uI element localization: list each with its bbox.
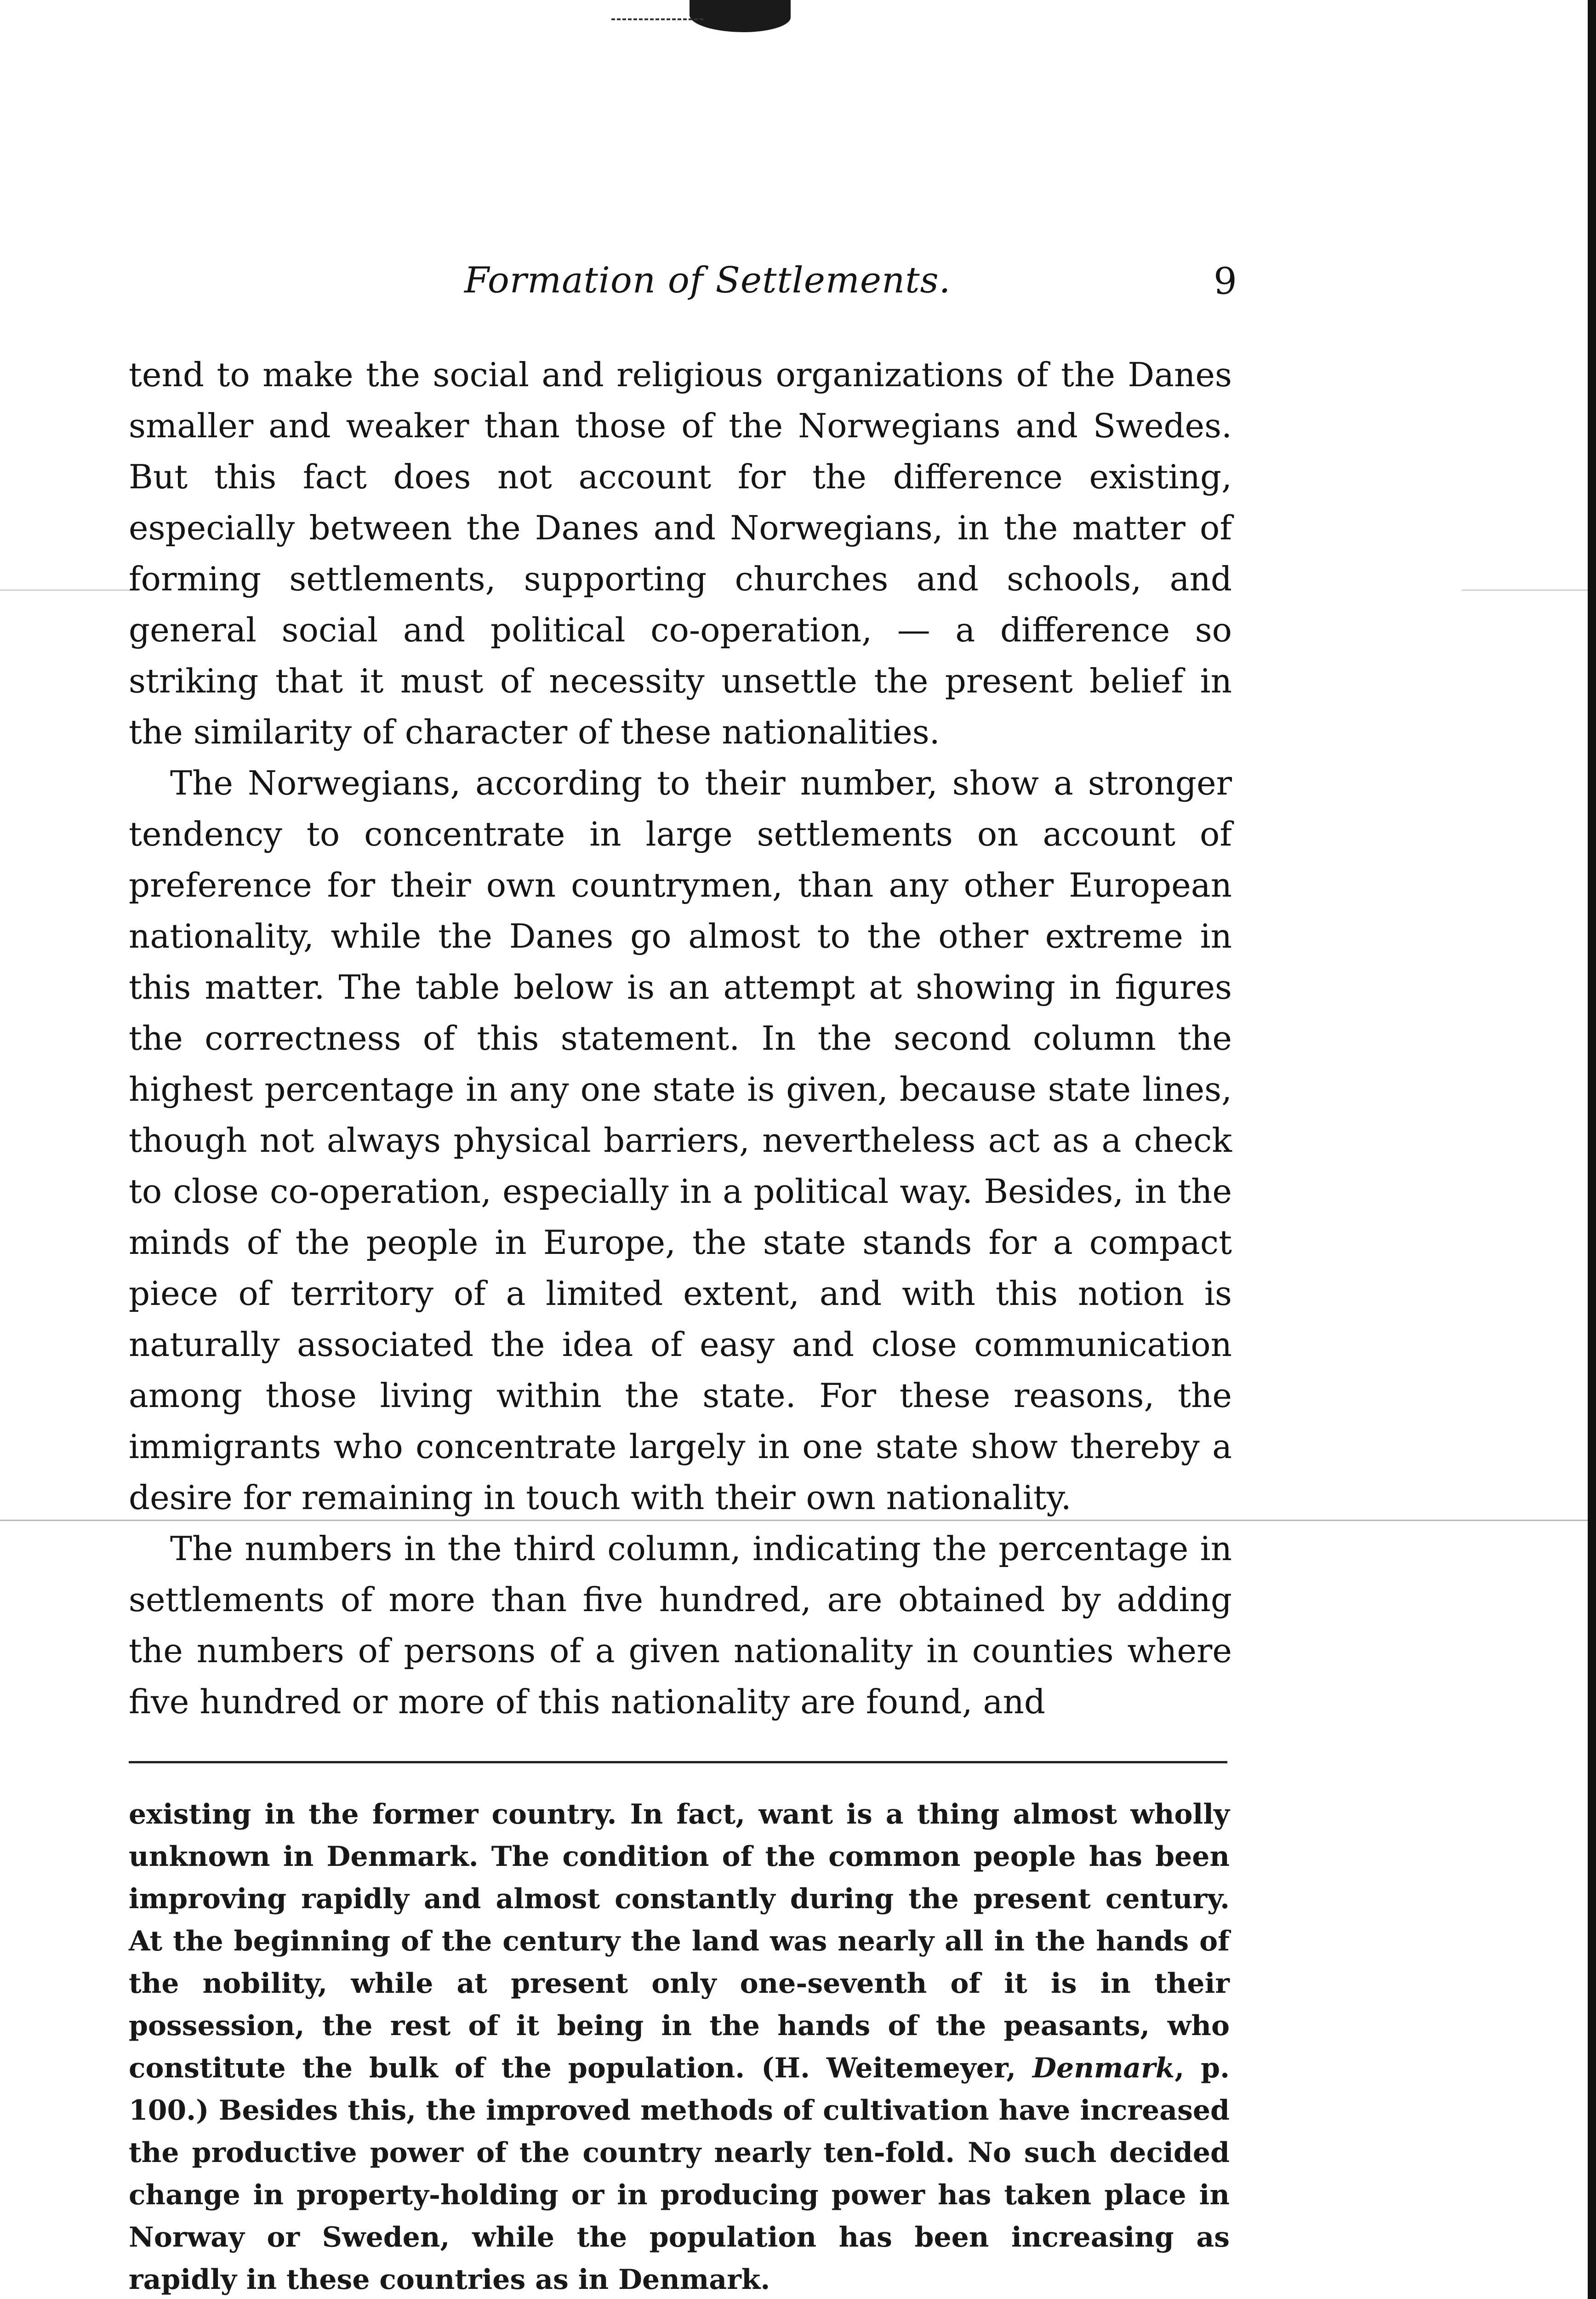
paragraph-3: The numbers in the third column, indicating the percentage in settlements of more than five hundred, are obtained by adding the numbers of persons of a given nationality in counties where five hundred or more of this nationality are found, and: [129, 1529, 1232, 1721]
scan-edge-line: [0, 589, 138, 591]
main-text: [129, 349, 1232, 1727]
running-title: Formation of Settlements.: [464, 260, 951, 301]
footnote-book-title: Denmark: [1032, 2052, 1175, 2084]
scan-ink-blot: [690, 0, 791, 32]
scan-right-border: [1588, 0, 1596, 2299]
page-number: 9: [1214, 260, 1237, 303]
scan-speckle: [611, 18, 703, 22]
paragraph-2: The Norwegians, according to their number, show a stronger tendency to concentrate in large settlements on account of preference for their own countrymen, than any other European nationality, while the Danes go almost to the other extreme in this matter. The table below is an attempt at showing in figures the correctness of this statement. In the second column the highest percentage in any one state is given, because state lines, though not always physical barriers, nevertheless act as a check to close co-operation, especially in a political way. Besides, in the minds of the people in Europe, the state stands for a compact piece of territory of a limited extent, and with this notion is naturally associated the idea of easy and close communication among those living within the state. For these reasons, the immigrants who concentrate largely in one state show thereby a desire for remaining in touch with their own nationality.: [129, 764, 1232, 1517]
footnote: [129, 1793, 1230, 2299]
footnote-text-start: existing in the former country. In fact, want is a thing almost wholly unknown in Denmark. The condition of the common people has been improving rapidly and almost constantly during the present century. At the beginning of the century the land was nearly all in the hands of the nobility, while at present only one-seventh of it is in their possession, the rest of it being in the hands of the peasants, who constitute the bulk of the population. (H. Weitemeyer,: [129, 1798, 1230, 2084]
footnote-separator: [129, 1761, 1227, 1763]
paragraph-1: tend to make the social and religious organizations of the Danes smaller and weaker than those of the Norwegians and Swedes. But this fact does not account for the difference existing, especially between the Danes and Norwegians, in the matter of forming settlements, supporting churches and schools, and general social and political co-operation, — a difference so striking that it must of necessity unsettle the present belief in the similarity of character of these nationalities.: [129, 355, 1232, 751]
footnote-paragraph: [129, 1793, 1230, 2299]
scan-edge-line: [1462, 589, 1596, 591]
footnote-text-end: , p. 100.) Besides this, the improved methods of cultivation have increased the productive power of the country nearly ten-fold. No such decided change in property-holding or in producing power has taken place in Norway or Sweden, while the population has been increasing as rapidly in these countries as in Denmark.: [129, 2052, 1230, 2296]
